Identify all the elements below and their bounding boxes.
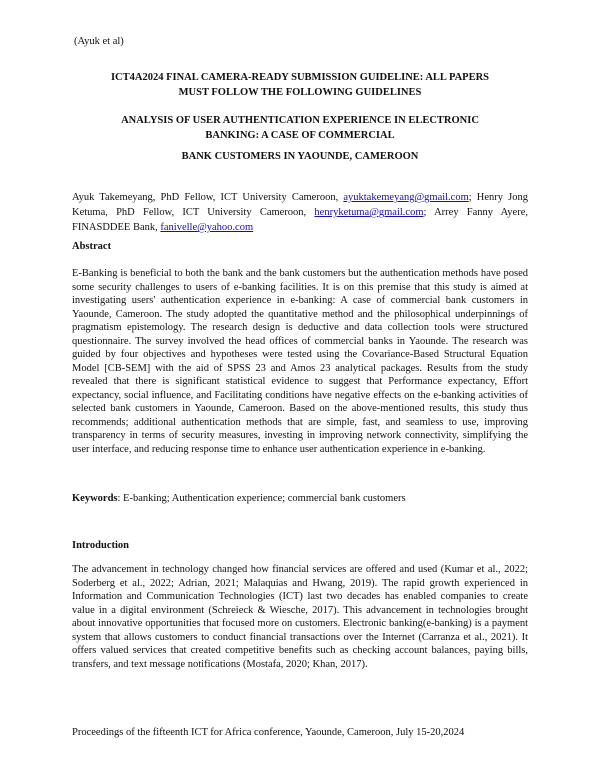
author-list xyxy=(72,190,528,235)
introduction-heading: Introduction xyxy=(72,540,129,551)
running-head: (Ayuk et al) xyxy=(74,36,124,47)
guideline-line-2: MUST FOLLOW THE FOLLOWING GUIDELINES xyxy=(178,87,422,98)
author-3-email-link[interactable]: fanivelle@yahoo.com xyxy=(160,222,254,233)
author-3: ; Arrey Fanny Ayere, FINASDDEE Bank, xyxy=(72,207,528,233)
author-2: ; Henry Jong Ketuma, PhD Fellow, ICT University Cameroon, xyxy=(72,192,528,218)
guideline-heading xyxy=(72,70,528,100)
author-1: Ayuk Takemeyang, PhD Fellow, ICT University Cameroon, xyxy=(72,192,344,203)
abstract-heading: Abstract xyxy=(72,241,112,252)
author-1-email-link[interactable]: ayuktakemeyang@gmail.com xyxy=(343,192,469,203)
keywords-line xyxy=(72,493,528,504)
abstract-body: E-Banking is beneficial to both the bank and the bank customers but the authentication methods have posed some security challenges to users of e-banking facilities. It is on this premise that this study is aimed at investigating users' authentication experience in e-banking: A case of commercial bank customers in Yaounde, Cameroon. The study adopted the quantitative method and the philosophical underpinnings of pragmatism epistemology. The research design is deductive and data collection tools were structured questionnaire. The survey involved the head offices of commercial banks in Yaounde. The research was guided by four objectives and hypotheses were tested using the Covariance-Based Structural Equation Model [CB-SEM] with the aid of SPSS 23 and Amos 23 analytical packages. Results from the study revealed that there is significant statistical evidence to suggest that Performance expectancy, Effort expectancy, social influence, and Facilitating conditions have negative effects on the e-banking activities of selected bank customers in Yaounde, Cameroon. Based on the above-mentioned results, this study thus recommends; additional authentication methods that are simple, fast, and seamless to use, improving transparency in terms of security measures, investing in improving network connectivity, simplifying the user interface, and reducing response time to enhance user authentication experience in e-banking. xyxy=(72,268,528,455)
title-line-1: ANALYSIS OF USER AUTHENTICATION EXPERIENCE IN ELECTRONIC xyxy=(121,115,479,126)
author-2-email-link[interactable]: henryketuma@gmail.com xyxy=(314,207,424,218)
paper-title xyxy=(72,113,528,164)
title-line-2: BANKING: A CASE OF COMMERCIAL xyxy=(205,130,395,141)
guideline-line-1: ICT4A2024 FINAL CAMERA-READY SUBMISSION GUIDELINE: ALL PAPERS xyxy=(110,72,490,83)
keywords-label: Keywords xyxy=(72,493,118,504)
introduction-body: The advancement in technology changed how financial services are offered and used (Kumar et al., 2022; Soderberg et al., 2022; Adrian, 2021; Malaquias and Hwang, 2019). The rapid growth experienced in Information and Communication Technologies (ICT) last two decades has enabled companies to create value in a digital environment (Schreieck & Wiesche, 2017). This advancement in technologies brought about innovative opportunities that focused more on customers. Electronic banking(e-banking) is a payment system that allows customers to conduct financial transactions over the Internet (Carranza et al., 2021). It offers valued services that created competitive benefits such as checking account balances, paying bills, transfers, and text message notifications (Mostafa, 2020; Khan, 2017). xyxy=(72,564,528,670)
keywords-text: : E-banking; Authentication experience; commercial bank customers xyxy=(117,493,406,504)
title-line-3: BANK CUSTOMERS IN YAOUNDE, CAMEROON xyxy=(181,151,419,162)
page-footer: Proceedings of the fifteenth ICT for Africa conference, Yaounde, Cameroon, July 15-20,2024 xyxy=(72,727,465,738)
